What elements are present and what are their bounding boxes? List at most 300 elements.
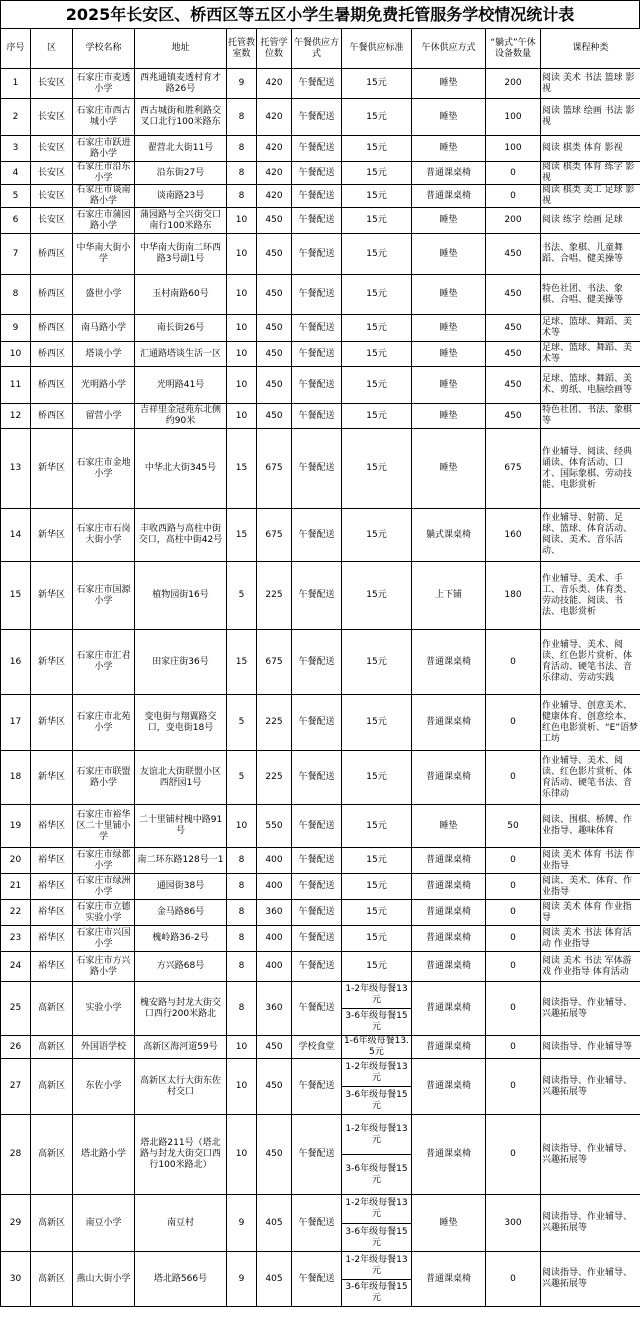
cell-lunch: 午餐配送 <box>292 1252 342 1307</box>
cell-seats: 400 <box>257 952 292 982</box>
cell-rooms: 10 <box>227 208 257 234</box>
cell-school: 外国语学校 <box>73 1036 135 1059</box>
cell-price: 15元 <box>342 208 412 234</box>
cell-school: 盛世小学 <box>73 275 135 315</box>
cell-beds: 0 <box>486 695 541 751</box>
cell-district: 桥西区 <box>31 367 73 404</box>
cell-rooms: 8 <box>227 136 257 162</box>
cell-nap: 睡垫 <box>412 1195 486 1252</box>
cell-courses: 足球、篮球、舞蹈、美术等 <box>541 315 640 342</box>
cell-price: 15元 <box>342 234 412 275</box>
cell-courses: 作业辅导、美术、手工、音乐类、体育类、劳动技能、阅读、书法、电影赏析 <box>541 562 640 630</box>
cell-address: 西兆通镇麦透村育才路26号 <box>135 69 227 99</box>
cell-lunch: 午餐配送 <box>292 99 342 136</box>
cell-no: 12 <box>1 404 31 429</box>
cell-nap: 睡垫 <box>412 315 486 342</box>
cell-lunch: 午餐配送 <box>292 805 342 848</box>
cell-district: 裕华区 <box>31 926 73 952</box>
cell-district: 桥西区 <box>31 404 73 429</box>
cell-beds: 450 <box>486 315 541 342</box>
cell-district: 新华区 <box>31 630 73 695</box>
table-row <box>1 162 640 185</box>
table-row <box>1 900 640 926</box>
cell-beds: 0 <box>486 926 541 952</box>
cell-no: 11 <box>1 367 31 404</box>
table-row <box>1 1115 640 1195</box>
cell-no: 22 <box>1 900 31 926</box>
cell-nap: 睡垫 <box>412 342 486 367</box>
cell-school: 石家庄市金地小学 <box>73 429 135 509</box>
cell-rooms: 5 <box>227 562 257 630</box>
cell-district: 桥西区 <box>31 315 73 342</box>
cell-no: 3 <box>1 136 31 162</box>
cell-beds: 160 <box>486 509 541 562</box>
cell-no: 29 <box>1 1195 31 1252</box>
cell-no: 9 <box>1 315 31 342</box>
cell-no: 19 <box>1 805 31 848</box>
cell-lunch: 午餐配送 <box>292 509 342 562</box>
cell-courses: 阅读、美术、体育、作业指导 <box>541 874 640 900</box>
cell-school: 石家庄市北苑小学 <box>73 695 135 751</box>
cell-courses: 阅读 练字 绘画 足球 <box>541 208 640 234</box>
cell-price: 1-6年级每餐13.5元 <box>342 1036 412 1059</box>
cell-seats: 450 <box>257 1036 292 1059</box>
cell-price: 15元 <box>342 69 412 99</box>
cell-beds: 0 <box>486 162 541 185</box>
cell-price: 15元 <box>342 562 412 630</box>
cell-district: 高新区 <box>31 1059 73 1115</box>
cell-beds: 450 <box>486 342 541 367</box>
cell-no: 21 <box>1 874 31 900</box>
cell-lunch: 午餐配送 <box>292 234 342 275</box>
cell-no: 6 <box>1 208 31 234</box>
cell-address: 汇通路塔谈生活一区 <box>135 342 227 367</box>
table-row <box>1 1036 640 1059</box>
cell-seats: 405 <box>257 1195 292 1252</box>
cell-district: 桥西区 <box>31 234 73 275</box>
cell-district: 新华区 <box>31 562 73 630</box>
cell-rooms: 8 <box>227 926 257 952</box>
cell-beds: 0 <box>486 900 541 926</box>
cell-seats: 225 <box>257 562 292 630</box>
header-price: 午餐供应标准 <box>342 29 412 69</box>
table-row <box>1 315 640 342</box>
price-grade-1-2: 1-2年级每餐13元 <box>345 1254 408 1276</box>
cell-district: 裕华区 <box>31 900 73 926</box>
cell-nap: 普通课桌椅 <box>412 162 486 185</box>
cell-lunch: 午餐配送 <box>292 136 342 162</box>
cell-address: 南豆村 <box>135 1195 227 1252</box>
cell-courses: 阅读 美术 书法 军体游戏 作业指导 体育活动 <box>541 952 640 982</box>
cell-beds: 100 <box>486 136 541 162</box>
cell-address: 植物园街16号 <box>135 562 227 630</box>
cell-beds: 100 <box>486 99 541 136</box>
cell-courses: 作业辅导、阅读、经典诵读、体育活动、口才、国际象棋、劳动技能、电影赏析 <box>541 429 640 509</box>
cell-no: 4 <box>1 162 31 185</box>
table-row <box>1 404 640 429</box>
cell-nap: 睡垫 <box>412 275 486 315</box>
cell-address: 高新区太行大街东佐村交口 <box>135 1059 227 1115</box>
cell-no: 7 <box>1 234 31 275</box>
cell-school: 石家庄市绿都小学 <box>73 848 135 874</box>
table-row <box>1 805 640 848</box>
cell-rooms: 15 <box>227 630 257 695</box>
cell-district: 桥西区 <box>31 342 73 367</box>
table-row <box>1 1252 640 1307</box>
cell-price: 15元 <box>342 162 412 185</box>
cell-price: 15元 <box>342 874 412 900</box>
cell-rooms: 10 <box>227 805 257 848</box>
table-row <box>1 874 640 900</box>
cell-lunch: 午餐配送 <box>292 982 342 1036</box>
cell-courses: 书法、象棋、儿童舞蹈、合唱、健美操等 <box>541 234 640 275</box>
cell-school: 石家庄市汇君小学 <box>73 630 135 695</box>
cell-price <box>342 1252 412 1307</box>
price-grade-1-2: 1-2年级每餐13元 <box>345 1061 408 1083</box>
table-row <box>1 234 640 275</box>
cell-no: 28 <box>1 1115 31 1195</box>
price-grade-3-6: 3-6年级每餐15元 <box>342 1086 411 1114</box>
cell-nap: 睡垫 <box>412 429 486 509</box>
cell-address: 吉祥里金冠苑东北侧约90米 <box>135 404 227 429</box>
table-row <box>1 751 640 805</box>
cell-lunch: 午餐配送 <box>292 1059 342 1115</box>
cell-price: 15元 <box>342 315 412 342</box>
cell-no: 10 <box>1 342 31 367</box>
cell-address: 中华南大街南二环西路3号副1号 <box>135 234 227 275</box>
table-row <box>1 848 640 874</box>
cell-courses: 阅读 美术 体育 书法 作业指导 <box>541 848 640 874</box>
cell-no: 2 <box>1 99 31 136</box>
cell-nap: 普通课桌椅 <box>412 185 486 208</box>
cell-rooms: 15 <box>227 509 257 562</box>
cell-rooms: 10 <box>227 342 257 367</box>
cell-beds: 0 <box>486 1115 541 1195</box>
cell-rooms: 10 <box>227 404 257 429</box>
cell-rooms: 10 <box>227 1059 257 1115</box>
cell-nap: 睡垫 <box>412 404 486 429</box>
cell-rooms: 10 <box>227 275 257 315</box>
cell-courses: 足球、篮球、舞蹈、美术、剪纸、电脑绘画等 <box>541 367 640 404</box>
cell-courses: 阅读指导、作业辅导、兴趣拓展等 <box>541 1252 640 1307</box>
cell-nap: 睡垫 <box>412 367 486 404</box>
cell-district: 裕华区 <box>31 952 73 982</box>
cell-school: 石家庄市西古城小学 <box>73 99 135 136</box>
cell-beds: 0 <box>486 1252 541 1307</box>
table-row <box>1 275 640 315</box>
cell-seats: 675 <box>257 630 292 695</box>
cell-address: 变电街与翔翼路交口，变电街18号 <box>135 695 227 751</box>
cell-seats: 675 <box>257 429 292 509</box>
header-seats: 托管学位数 <box>257 29 292 69</box>
cell-price: 15元 <box>342 509 412 562</box>
cell-beds: 0 <box>486 751 541 805</box>
cell-beds: 0 <box>486 630 541 695</box>
cell-address: 二十里铺村槐中路91号 <box>135 805 227 848</box>
cell-address: 西古城街和胜利路交叉口北行100米路东 <box>135 99 227 136</box>
cell-beds: 200 <box>486 208 541 234</box>
cell-address: 田家庄街36号 <box>135 630 227 695</box>
cell-courses: 阅读、围棋、桥牌、作业指导、趣味体育 <box>541 805 640 848</box>
cell-no: 5 <box>1 185 31 208</box>
cell-beds: 675 <box>486 429 541 509</box>
price-grade-1-2: 1-2年级每餐13元 <box>345 1198 408 1219</box>
cell-address: 中华北大街345号 <box>135 429 227 509</box>
cell-beds: 0 <box>486 982 541 1036</box>
cell-rooms: 9 <box>227 1195 257 1252</box>
cell-seats: 675 <box>257 509 292 562</box>
cell-school: 石家庄市麦透小学 <box>73 69 135 99</box>
cell-seats: 450 <box>257 315 292 342</box>
cell-beds: 450 <box>486 234 541 275</box>
cell-price: 15元 <box>342 952 412 982</box>
cell-price: 15元 <box>342 404 412 429</box>
table-row <box>1 562 640 630</box>
cell-address: 南二环东路128号一1 <box>135 848 227 874</box>
cell-address: 友谊北大街联盟小区西舒园1号 <box>135 751 227 805</box>
price-grade-3-6: 3-6年级每餐15元 <box>342 1279 411 1306</box>
cell-no: 23 <box>1 926 31 952</box>
cell-beds: 180 <box>486 562 541 630</box>
cell-nap: 普通课桌椅 <box>412 848 486 874</box>
cell-address: 槐安路与封龙大街交口西行200米路北 <box>135 982 227 1036</box>
cell-no: 16 <box>1 630 31 695</box>
cell-no: 14 <box>1 509 31 562</box>
cell-courses: 阅读 美术 书法 篮球 影视 <box>541 69 640 99</box>
cell-price: 15元 <box>342 367 412 404</box>
cell-school: 东佐小学 <box>73 1059 135 1115</box>
cell-price <box>342 1195 412 1252</box>
cell-district: 裕华区 <box>31 874 73 900</box>
cell-rooms: 10 <box>227 1115 257 1195</box>
cell-district: 新华区 <box>31 509 73 562</box>
cell-nap: 普通课桌椅 <box>412 874 486 900</box>
cell-nap: 睡垫 <box>412 136 486 162</box>
cell-lunch: 午餐配送 <box>292 1195 342 1252</box>
price-grade-3-6: 3-6年级每餐15元 <box>342 1154 411 1194</box>
table-row <box>1 952 640 982</box>
cell-no: 24 <box>1 952 31 982</box>
cell-courses: 作业辅导、创意美术、健康体育、创意绘本、红色电影赏析、“E”语梦工坊 <box>541 695 640 751</box>
cell-price: 15元 <box>342 900 412 926</box>
table-row <box>1 208 640 234</box>
cell-rooms: 9 <box>227 1252 257 1307</box>
cell-nap: 普通课桌椅 <box>412 952 486 982</box>
cell-no: 17 <box>1 695 31 751</box>
cell-seats: 450 <box>257 1115 292 1195</box>
cell-address: 光明路41号 <box>135 367 227 404</box>
cell-rooms: 8 <box>227 900 257 926</box>
cell-address: 塔北路566号 <box>135 1252 227 1307</box>
table-header-row <box>1 29 640 69</box>
cell-school: 塔北路小学 <box>73 1115 135 1195</box>
cell-lunch: 午餐配送 <box>292 900 342 926</box>
header-nap: 午休供应方式 <box>412 29 486 69</box>
cell-lunch: 午餐配送 <box>292 848 342 874</box>
cell-address: 谈南路23号 <box>135 185 227 208</box>
cell-courses: 作业辅导、美术、阅读、红色影片赏析、体育活动、硬笔书法、音乐律动、劳动实践 <box>541 630 640 695</box>
cell-beds: 0 <box>486 1036 541 1059</box>
cell-price: 15元 <box>342 926 412 952</box>
cell-lunch: 午餐配送 <box>292 952 342 982</box>
cell-district: 长安区 <box>31 136 73 162</box>
cell-no: 20 <box>1 848 31 874</box>
cell-courses: 阅读 棋类 体育 练字 影视 <box>541 162 640 185</box>
cell-nap: 普通课桌椅 <box>412 695 486 751</box>
cell-school: 石家庄市国源小学 <box>73 562 135 630</box>
cell-nap: 普通课桌椅 <box>412 630 486 695</box>
cell-price: 15元 <box>342 99 412 136</box>
cell-courses: 阅读指导、作业辅导、兴趣拓展等 <box>541 1059 640 1115</box>
table-row <box>1 367 640 404</box>
price-grade-3-6: 3-6年级每餐15元 <box>342 1223 411 1251</box>
cell-nap: 睡垫 <box>412 234 486 275</box>
cell-district: 新华区 <box>31 751 73 805</box>
cell-seats: 225 <box>257 695 292 751</box>
cell-courses: 阅读指导、作业辅导等 <box>541 1036 640 1059</box>
cell-no: 13 <box>1 429 31 509</box>
cell-lunch: 午餐配送 <box>292 315 342 342</box>
cell-seats: 450 <box>257 404 292 429</box>
cell-no: 8 <box>1 275 31 315</box>
cell-district: 高新区 <box>31 1115 73 1195</box>
cell-lunch: 午餐配送 <box>292 562 342 630</box>
cell-school: 南马路小学 <box>73 315 135 342</box>
cell-courses: 作业辅导、美术、阅读、红色影片赏析、体育活动、硬笔书法、音乐律动 <box>541 751 640 805</box>
table-row <box>1 982 640 1036</box>
cell-school: 石家庄市兴国小学 <box>73 926 135 952</box>
table-row <box>1 69 640 99</box>
cell-courses: 阅读 棋类 美工 足球 影视 <box>541 185 640 208</box>
cell-school: 中华南大街小学 <box>73 234 135 275</box>
header-school: 学校名称 <box>73 29 135 69</box>
cell-lunch: 午餐配送 <box>292 367 342 404</box>
cell-school: 塔谈小学 <box>73 342 135 367</box>
cell-address: 塔北路211号（塔北路与封龙大街交口西行100米路北） <box>135 1115 227 1195</box>
cell-district: 长安区 <box>31 99 73 136</box>
cell-seats: 420 <box>257 162 292 185</box>
table-row <box>1 185 640 208</box>
cell-nap: 睡垫 <box>412 99 486 136</box>
cell-nap: 睡垫 <box>412 69 486 99</box>
cell-lunch: 午餐配送 <box>292 275 342 315</box>
cell-address: 方兴路68号 <box>135 952 227 982</box>
cell-no: 27 <box>1 1059 31 1115</box>
cell-courses: 阅读指导、作业辅导、兴趣拓展等 <box>541 1115 640 1195</box>
cell-no: 15 <box>1 562 31 630</box>
cell-rooms: 9 <box>227 69 257 99</box>
cell-district: 裕华区 <box>31 848 73 874</box>
cell-seats: 400 <box>257 926 292 952</box>
cell-seats: 400 <box>257 848 292 874</box>
cell-lunch: 午餐配送 <box>292 926 342 952</box>
cell-courses: 阅读 篮球 绘画 书法 影视 <box>541 99 640 136</box>
cell-address: 蒲园路与全兴街交口南行100米路东 <box>135 208 227 234</box>
cell-district: 高新区 <box>31 1036 73 1059</box>
cell-district: 新华区 <box>31 429 73 509</box>
cell-district: 高新区 <box>31 1195 73 1252</box>
header-no: 序号 <box>1 29 31 69</box>
cell-school: 石家庄市沿东小学 <box>73 162 135 185</box>
cell-courses: 阅读 美术 体育 作业指导 <box>541 900 640 926</box>
cell-district: 长安区 <box>31 162 73 185</box>
cell-seats: 420 <box>257 99 292 136</box>
cell-nap: 普通课桌椅 <box>412 926 486 952</box>
cell-school: 光明路小学 <box>73 367 135 404</box>
cell-district: 长安区 <box>31 208 73 234</box>
cell-seats: 420 <box>257 185 292 208</box>
cell-courses: 阅读 棋类 体育 影视 <box>541 136 640 162</box>
cell-rooms: 8 <box>227 952 257 982</box>
cell-seats: 360 <box>257 900 292 926</box>
cell-seats: 450 <box>257 367 292 404</box>
cell-nap: 睡垫 <box>412 208 486 234</box>
cell-school: 石家庄市立德实验小学 <box>73 900 135 926</box>
cell-lunch: 午餐配送 <box>292 751 342 805</box>
cell-lunch: 午餐配送 <box>292 874 342 900</box>
cell-rooms: 8 <box>227 185 257 208</box>
cell-school: 石家庄市方兴路小学 <box>73 952 135 982</box>
page-title: 2025年长安区、桥西区等五区小学生暑期免费托管服务学校情况统计表 <box>0 0 640 28</box>
cell-beds: 0 <box>486 185 541 208</box>
cell-courses: 阅读 美术 书法 体育活动 作业指导 <box>541 926 640 952</box>
cell-seats: 450 <box>257 234 292 275</box>
cell-no: 25 <box>1 982 31 1036</box>
cell-school: 南豆小学 <box>73 1195 135 1252</box>
cell-seats: 420 <box>257 69 292 99</box>
cell-district: 桥西区 <box>31 275 73 315</box>
cell-address: 槐岭路36-2号 <box>135 926 227 952</box>
price-grade-3-6: 3-6年级每餐15元 <box>342 1008 411 1035</box>
cell-no: 1 <box>1 69 31 99</box>
cell-school: 石家庄市裕华区二十里铺小学 <box>73 805 135 848</box>
cell-beds: 200 <box>486 69 541 99</box>
cell-address: 玉村南路60号 <box>135 275 227 315</box>
price-grade-1-2: 1-2年级每餐13元 <box>345 984 408 1005</box>
cell-seats: 405 <box>257 1252 292 1307</box>
cell-price: 15元 <box>342 805 412 848</box>
cell-beds: 450 <box>486 367 541 404</box>
cell-rooms: 8 <box>227 99 257 136</box>
cell-lunch: 午餐配送 <box>292 404 342 429</box>
cell-lunch: 午餐配送 <box>292 342 342 367</box>
cell-lunch: 午餐配送 <box>292 630 342 695</box>
cell-school: 留营小学 <box>73 404 135 429</box>
cell-school: 石家庄市联盟路小学 <box>73 751 135 805</box>
cell-courses: 阅读指导、作业辅导、兴趣拓展等 <box>541 1195 640 1252</box>
cell-seats: 400 <box>257 874 292 900</box>
cell-courses: 足球、篮球、舞蹈、美术等 <box>541 342 640 367</box>
cell-price: 15元 <box>342 185 412 208</box>
price-grade-1-2: 1-2年级每餐13元 <box>345 1123 408 1145</box>
cell-beds: 450 <box>486 404 541 429</box>
cell-lunch: 午餐配送 <box>292 162 342 185</box>
cell-rooms: 10 <box>227 234 257 275</box>
cell-beds: 0 <box>486 1059 541 1115</box>
header-rooms: 托管教室数 <box>227 29 257 69</box>
table-row <box>1 926 640 952</box>
cell-nap: 普通课桌椅 <box>412 982 486 1036</box>
cell-beds: 300 <box>486 1195 541 1252</box>
cell-nap: 普通课桌椅 <box>412 751 486 805</box>
cell-district: 高新区 <box>31 1252 73 1307</box>
cell-nap: 普通课桌椅 <box>412 1036 486 1059</box>
table-row <box>1 429 640 509</box>
cell-seats: 450 <box>257 275 292 315</box>
cell-price <box>342 1059 412 1115</box>
cell-lunch: 午餐配送 <box>292 69 342 99</box>
table-row <box>1 1195 640 1252</box>
